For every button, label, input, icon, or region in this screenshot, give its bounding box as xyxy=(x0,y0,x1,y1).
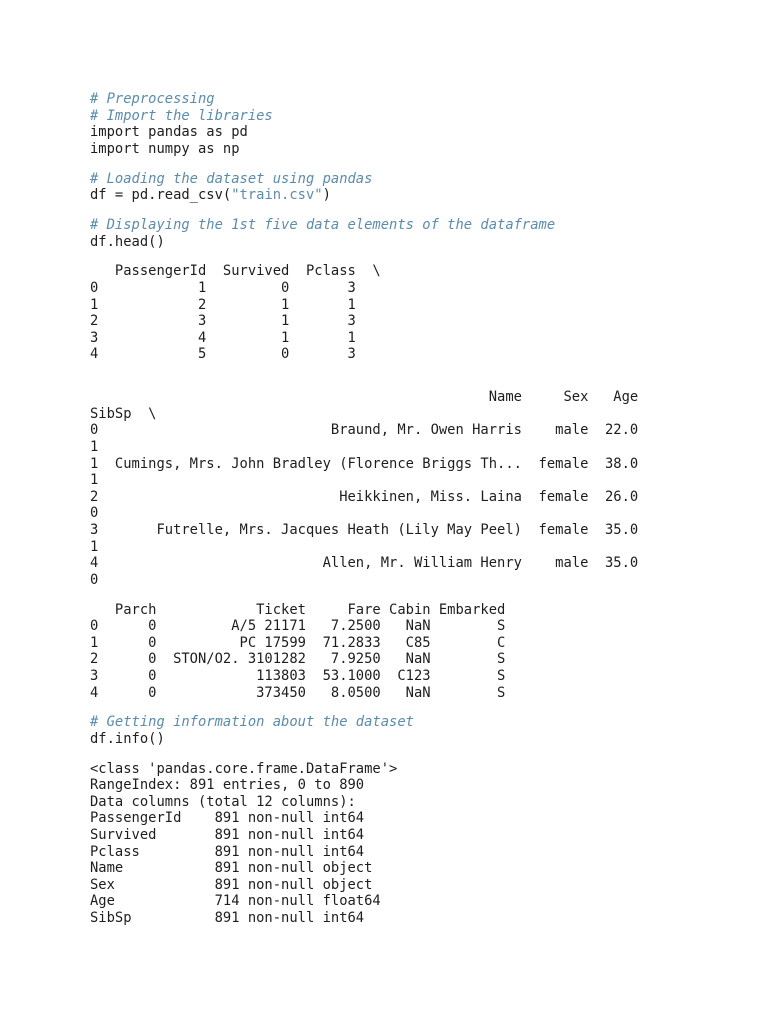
document-page xyxy=(90,91,750,927)
spacer xyxy=(90,701,750,714)
output-line: Pclass 891 non-null int64 xyxy=(90,843,365,860)
output-line: 0 xyxy=(90,505,99,522)
code-line: df.info() xyxy=(90,730,165,747)
spacer xyxy=(90,204,750,217)
output-line: 1 xyxy=(90,439,99,456)
code-comment: # Preprocessing xyxy=(90,91,215,107)
string-literal: "train.csv" xyxy=(231,187,323,204)
code-line: import numpy as np xyxy=(90,140,240,157)
code-line: import pandas as pd xyxy=(90,124,248,141)
spacer xyxy=(90,157,750,170)
code-line: df.head() xyxy=(90,233,165,250)
code-comment: # Getting information about the dataset xyxy=(90,714,414,731)
output-line: 2 3 1 3 xyxy=(90,313,356,330)
output-line: 4 0 373450 8.0500 NaN S xyxy=(90,684,506,701)
output-line: 1 0 PC 17599 71.2833 C85 C xyxy=(90,634,506,651)
spacer xyxy=(90,376,750,389)
spacer xyxy=(90,748,750,761)
output-line: 1 2 1 1 xyxy=(90,296,356,313)
head-output-block-1 xyxy=(90,263,750,363)
output-line: 1 Cumings, Mrs. John Bradley (Florence Briggs Th... female 38.0 xyxy=(90,455,639,472)
code-token: ) xyxy=(322,187,331,204)
output-line: Data columns (total 12 columns): xyxy=(90,793,356,810)
head-output-block-3 xyxy=(90,602,750,702)
output-line: 3 4 1 1 xyxy=(90,329,356,346)
output-line: PassengerId Survived Pclass \ xyxy=(90,263,381,280)
output-line: Age 714 non-null float64 xyxy=(90,893,381,910)
code-comment: # Displaying the 1st five data elements of the dataframe xyxy=(90,216,556,233)
output-line: 1 xyxy=(90,472,99,489)
output-line: Name 891 non-null object xyxy=(90,860,373,877)
output-line: Parch Ticket Fare Cabin Embarked xyxy=(90,601,506,618)
output-line: 1 xyxy=(90,538,99,555)
output-line: RangeIndex: 891 entries, 0 to 890 xyxy=(90,777,365,794)
spacer xyxy=(90,250,750,263)
code-line-read-csv xyxy=(90,187,750,204)
output-line: 2 0 STON/O2. 3101282 7.9250 NaN S xyxy=(90,651,506,668)
spacer xyxy=(90,588,750,601)
output-line: 0 Braund, Mr. Owen Harris male 22.0 xyxy=(90,422,639,439)
output-line: 3 Futrelle, Mrs. Jacques Heath (Lily May Peel) female 35.0 xyxy=(90,522,639,538)
output-line: PassengerId 891 non-null int64 xyxy=(90,810,365,827)
output-line: 2 Heikkinen, Miss. Laina female 26.0 xyxy=(90,488,639,505)
output-line: 0 0 A/5 21171 7.2500 NaN S xyxy=(90,618,506,635)
output-line: 4 Allen, Mr. William Henry male 35.0 xyxy=(90,555,639,572)
info-output-block xyxy=(90,761,750,927)
output-line: 0 xyxy=(90,571,99,588)
output-line: <class 'pandas.core.frame.DataFrame'> xyxy=(90,760,398,777)
spacer xyxy=(90,363,750,376)
output-line: SibSp 891 non-null int64 xyxy=(90,910,365,927)
head-output-block-2 xyxy=(90,389,750,588)
output-line: Name Sex Age xyxy=(90,389,639,406)
output-line: Survived 891 non-null int64 xyxy=(90,827,365,844)
code-comment: # Loading the dataset using pandas xyxy=(90,170,373,187)
code-token: df = pd.read_csv( xyxy=(90,187,232,204)
output-line: 4 5 0 3 xyxy=(90,346,356,363)
code-comment: # Import the libraries xyxy=(90,107,273,124)
output-line: Sex 891 non-null object xyxy=(90,876,373,893)
output-line: 0 1 0 3 xyxy=(90,279,356,296)
output-line: 3 0 113803 53.1000 C123 S xyxy=(90,667,506,684)
output-line: SibSp \ xyxy=(90,405,157,422)
